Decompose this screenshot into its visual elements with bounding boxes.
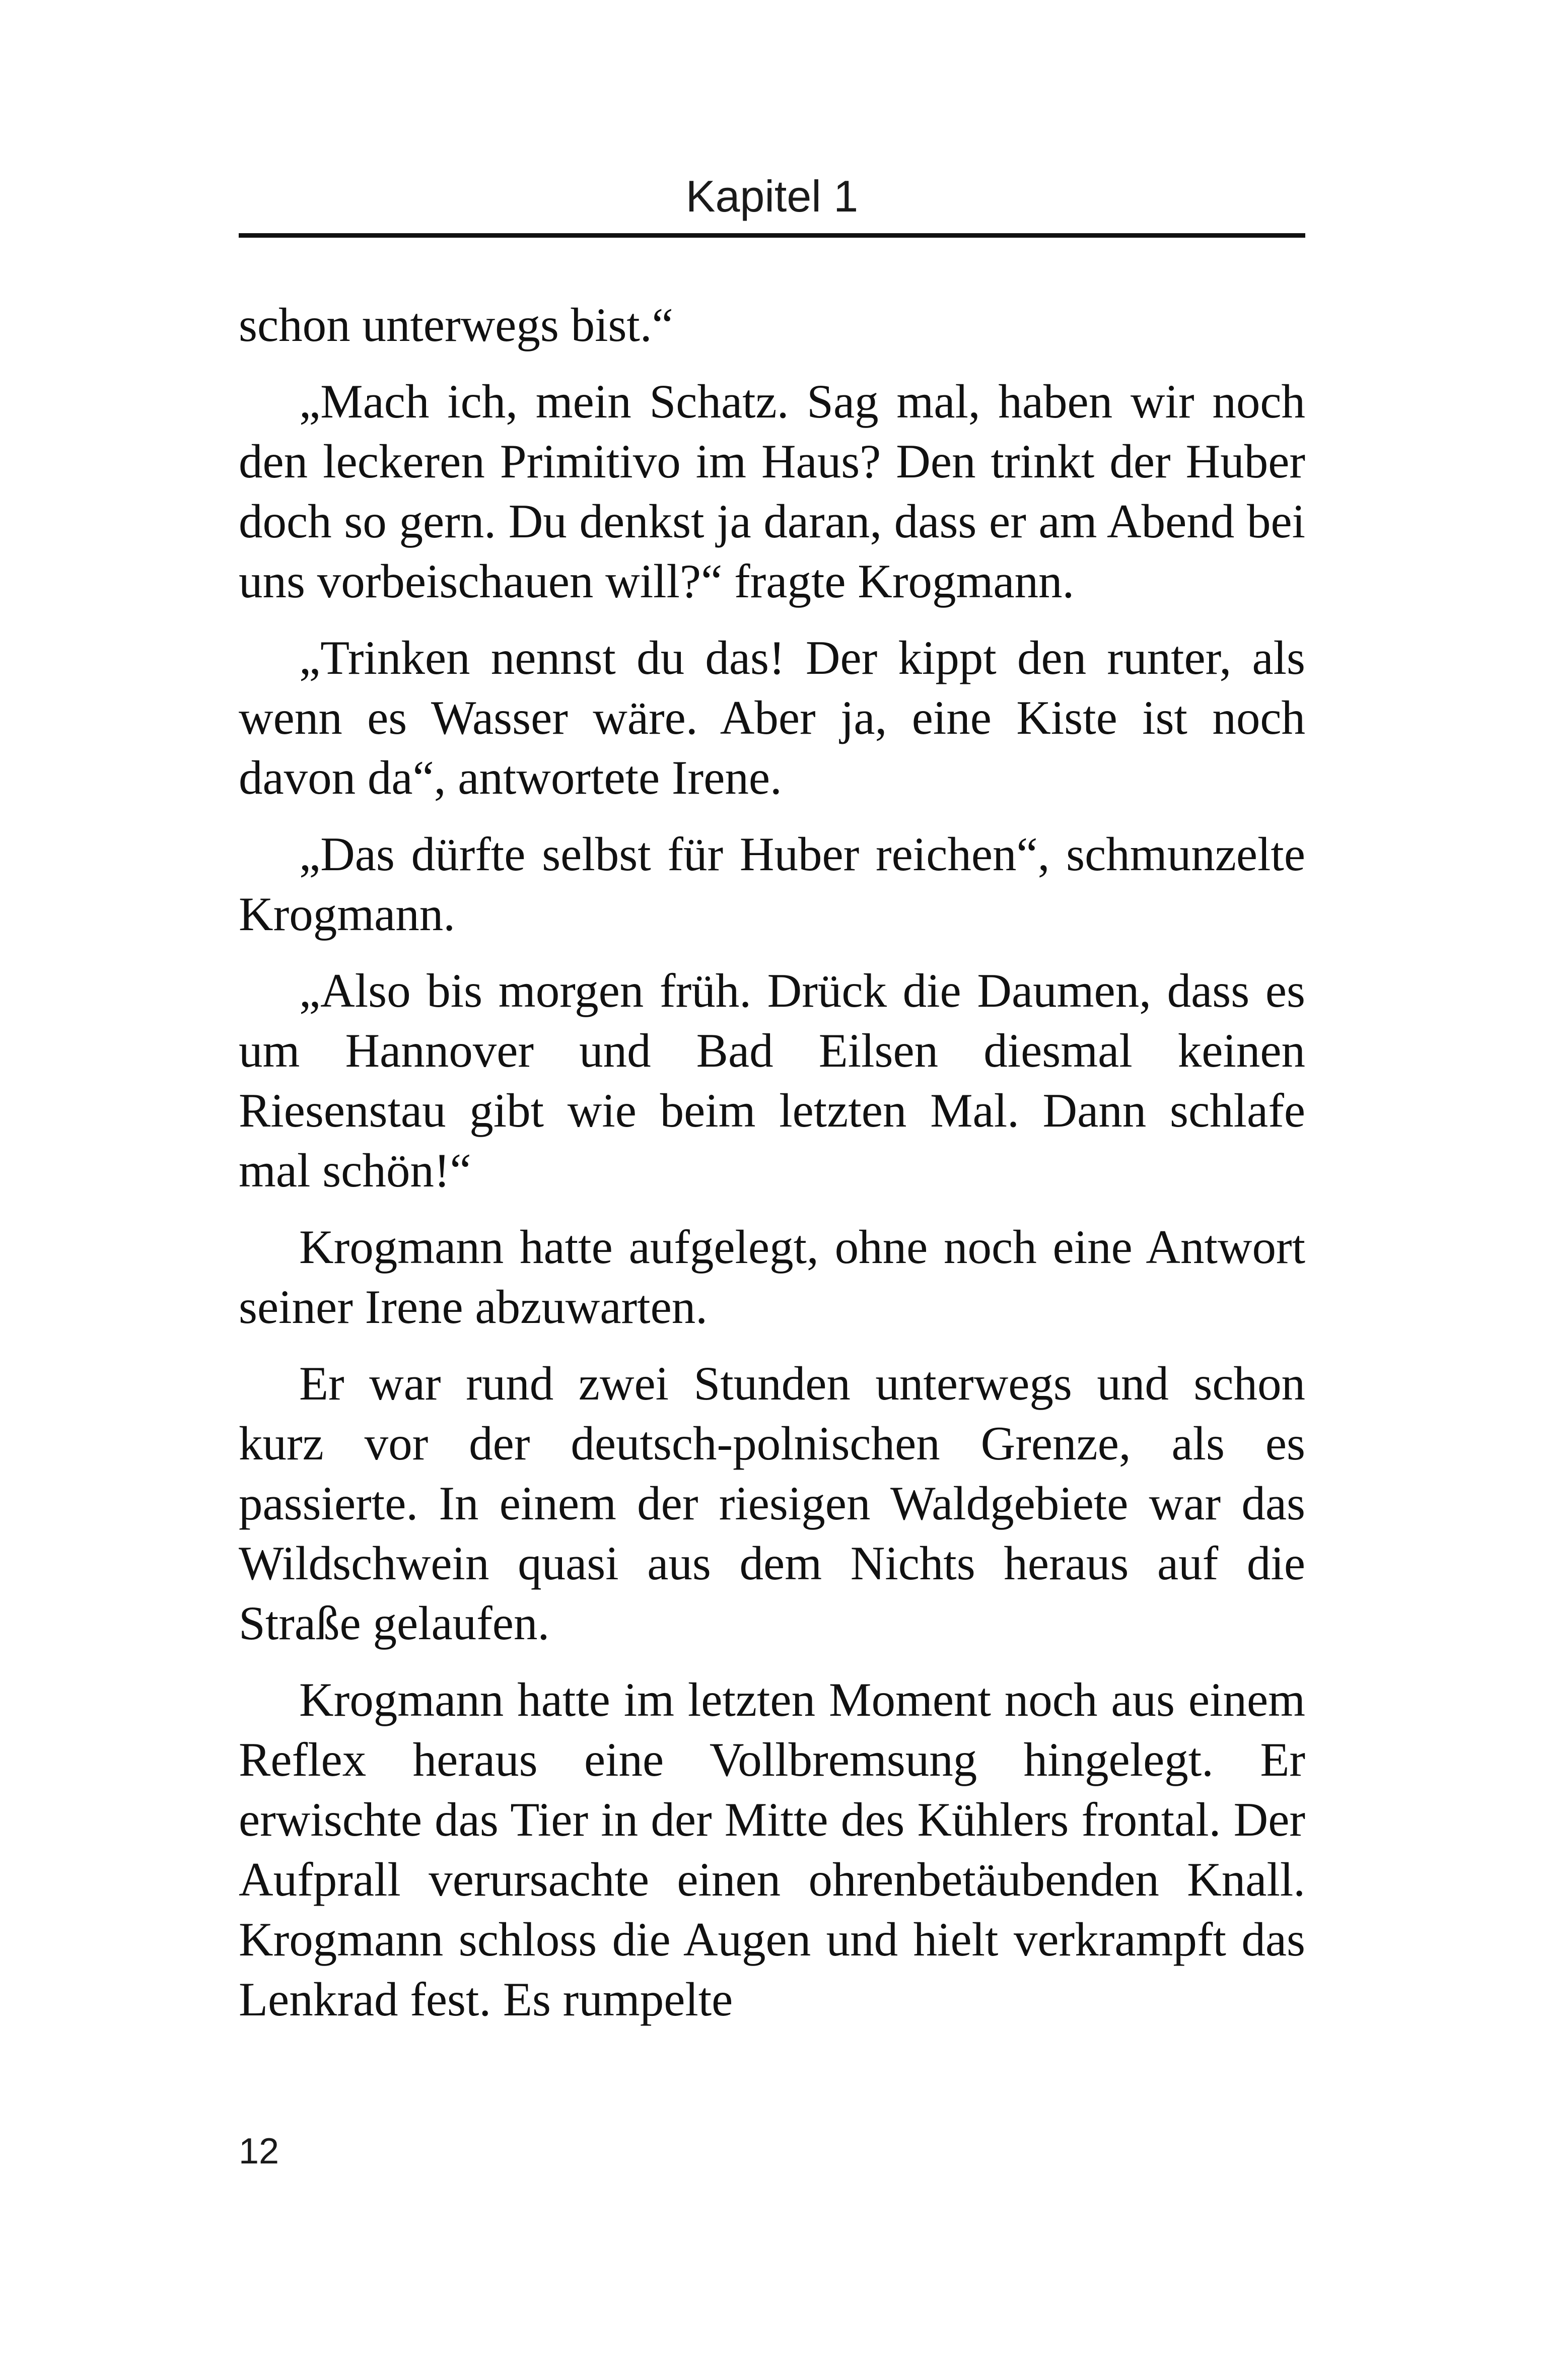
page-body <box>239 295 1305 2046</box>
paragraph-4: „Das dürfte selbst für Huber reichen“, schmunzelte Krogmann. <box>239 827 1305 941</box>
paragraph-1: schon unterwegs bist.“ <box>239 298 673 352</box>
paragraph-6: Krogmann hatte aufgelegt, ohne noch eine Antwort seiner Irene abzuwarten. <box>239 1220 1305 1334</box>
paragraph-8: Krogmann hatte im letzten Moment noch aus einem Reflex heraus eine Vollbremsung hingelegt. Er erwischte das Tier in der Mitte des Kühlers frontal. Der Aufprall verursachte einen ohrenbetäubenden Knall. Krogmann schloss die Augen und hielt verkrampft das Lenkrad fest. Es rumpelte <box>239 1673 1305 2026</box>
paragraph-5: „Also bis morgen früh. Drück die Daumen, dass es um Hannover und Bad Eilsen diesmal keinen Riesenstau gibt wie beim letzten Mal. Dann schlafe mal schön!“ <box>239 964 1305 1197</box>
paragraph-3: „Trinken nennst du das! Der kippt den runter, als wenn es Wasser wäre. Aber ja, eine Kiste ist noch davon da“, antwortete Irene. <box>239 631 1305 804</box>
paragraph-7: Er war rund zwei Stunden unterwegs und schon kurz vor der deutsch-polnischen Grenze, als es passierte. In einem der riesigen Waldgebiete war das Wildschwein quasi aus dem Nichts heraus auf die Straße gelaufen. <box>239 1357 1305 1650</box>
page-number: 12 <box>239 2131 279 2172</box>
paragraph-2: „Mach ich, mein Schatz. Sag mal, haben wir noch den leckeren Primitivo im Haus? Den trinkt der Huber doch so gern. Du denkst ja daran, dass er am Abend bei uns vorbeischauen will?“ fragte Krogmann. <box>239 375 1305 608</box>
header-rule <box>239 233 1305 238</box>
chapter-header: Kapitel 1 <box>685 171 859 221</box>
